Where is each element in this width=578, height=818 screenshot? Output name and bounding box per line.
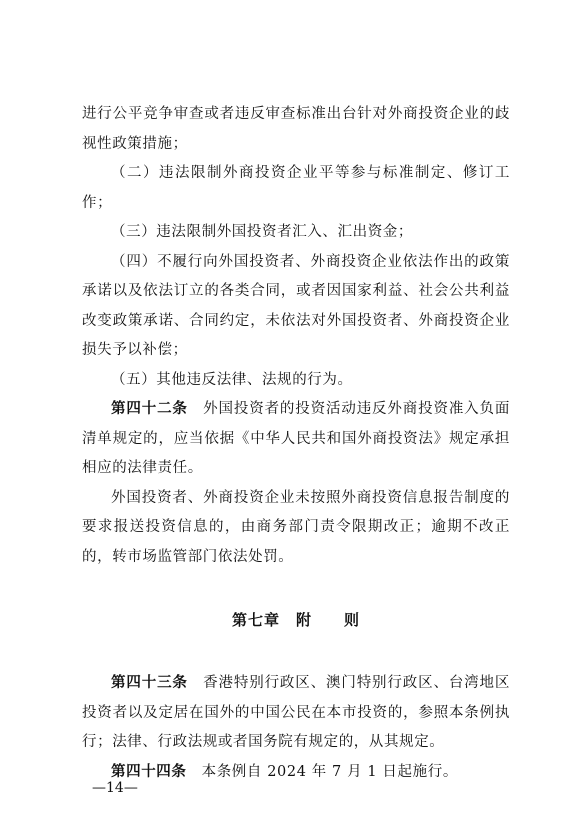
- article-42-text: 外国投资者的投资活动违反外商投资准入负面清单规定的，应当依据《中华人民共和国外商投资法》规定承担相应的法律责任。: [82, 401, 510, 476]
- paragraph-item-2: （二）违法限制外商投资企业平等参与标准制定、修订工作；: [82, 165, 510, 211]
- article-gap: [188, 675, 203, 691]
- document-body: [82, 100, 510, 787]
- paragraph-item-5: （五）其他违反法律、法规的行为。: [111, 371, 353, 388]
- article-44: [82, 758, 510, 788]
- article-43: [82, 669, 510, 758]
- paragraph-continued: 进行公平竞争审查或者违反审查标准出台针对外商投资企业的歧视性政策措施；: [82, 106, 510, 152]
- paragraph-item-3: （三）违法限制外国投资者汇入、汇出资金；: [111, 224, 413, 240]
- chapter-title: 第七章 附 则: [231, 611, 360, 629]
- article-42-paragraph-2: 外国投资者、外商投资企业未按照外商投资信息报告制度的要求报送投资信息的，由商务部门责令限期改正；逾期不改正的，转市场监管部门依法处罚。: [82, 489, 510, 565]
- article-gap: [188, 401, 203, 417]
- paragraph-item-4: （四）不履行向外国投资者、外商投资企业依法作出的政策承诺以及依法订立的各类合同，或者因国家利益、社会公共利益改变政策承诺、合同约定，未依法对外国投资者、外商投资企业损失予以补偿；: [82, 253, 510, 358]
- article-42-heading: 第四十二条: [111, 401, 188, 417]
- article-42: [82, 395, 510, 484]
- page-number: —14—: [92, 780, 138, 796]
- article-gap: [187, 764, 202, 780]
- article-44-heading: 第四十四条: [111, 763, 187, 780]
- article-44-text: 本条例自 2024 年 7 月 1 日起施行。: [201, 763, 458, 780]
- article-43-heading: 第四十三条: [111, 675, 188, 691]
- article-43-text: 香港特别行政区、澳门特别行政区、台湾地区投资者以及定居在国外的中国公民在本市投资的，参照本条例执行；法律、行政法规或者国务院有规定的，从其规定。: [82, 675, 510, 750]
